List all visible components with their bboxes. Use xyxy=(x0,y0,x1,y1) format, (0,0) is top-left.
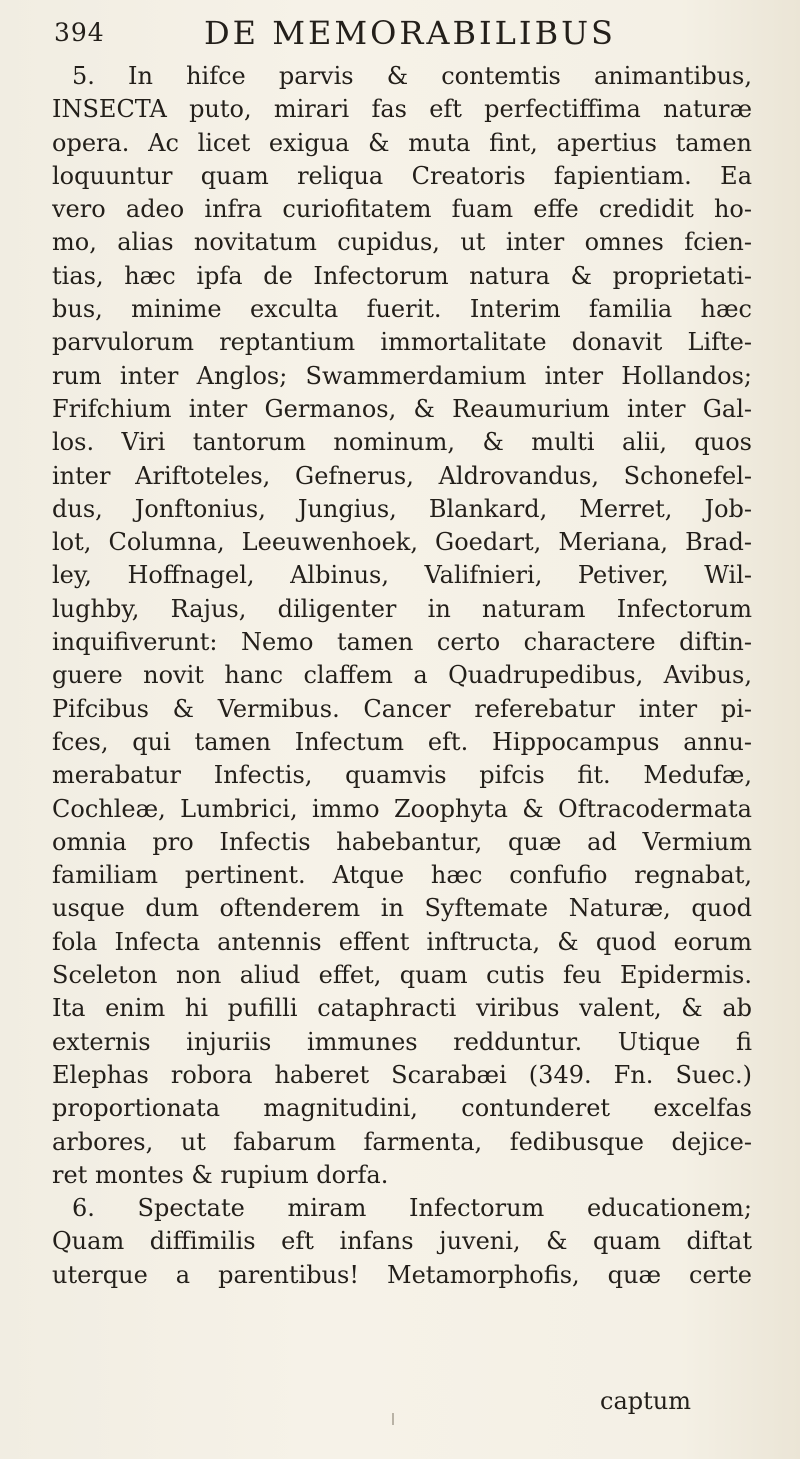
text-line: Quam diffimilis eft infans juveni, & quam diftat xyxy=(52,1227,752,1256)
text-line: loquuntur quam reliqua Creatoris fapientiam. Ea xyxy=(52,161,752,190)
paper-speck xyxy=(392,1413,394,1425)
page-header xyxy=(54,14,754,58)
text-line: 5. In hifce parvis & contemtis animantibus, xyxy=(72,62,752,90)
text-line: opera. Ac licet exigua & muta fint, apertius tamen xyxy=(52,128,752,157)
text-line: fces, qui tamen Infectum eft. Hippocampus annu- xyxy=(52,727,752,756)
text-line: los. Viri tantorum nominum, & multi alii, quos xyxy=(52,428,752,457)
text-line: Elephas robora haberet Scarabæi (349. Fn. Suec.) xyxy=(52,1060,752,1089)
text-line: usque dum oftenderem in Syftemate Naturæ, quod xyxy=(52,894,752,923)
text-line: bus, minime exculta fuerit. Interim familia hæc xyxy=(52,295,752,324)
text-line: omnia pro Infectis habebantur, quæ ad Vermium xyxy=(52,827,752,856)
text-line: proportionata magnitudini, contunderet excelfas xyxy=(52,1094,752,1123)
text-line: Cochleæ, Lumbrici, immo Zoophyta & Oftracodermata xyxy=(52,794,752,823)
body-text xyxy=(52,60,752,1292)
text-line: Sceleton non aliud effet, quam cutis feu Epidermis. xyxy=(52,961,752,990)
text-line: externis injuriis immunes redduntur. Utique fi xyxy=(52,1027,752,1056)
page-number: 394 xyxy=(54,18,105,47)
text-line: mo, alias novitatum cupidus, ut inter omnes fcien- xyxy=(52,228,752,257)
text-line: Pifcibus & Vermibus. Cancer referebatur inter pi- xyxy=(52,694,752,723)
text-line: INSECTA puto, mirari fas eft perfectiffima naturæ xyxy=(52,95,752,124)
catchword: captum xyxy=(600,1387,691,1415)
text-line: parvulorum reptantium immortalitate donavit Lifte- xyxy=(52,328,752,357)
text-line: lot, Columna, Leeuwenhoek, Goedart, Meriana, Brad- xyxy=(52,528,752,557)
text-line: ret montes & rupium dorfa. xyxy=(52,1160,389,1189)
text-line: vero adeo infra curiofitatem fuam effe credidit ho- xyxy=(52,195,752,224)
text-line: inquifiverunt: Nemo tamen certo charactere diftin- xyxy=(52,628,752,657)
text-line: Ita enim hi pufilli cataphracti viribus valent, & ab xyxy=(52,994,752,1023)
text-line: guere novit hanc claffem a Quadrupedibus, Avibus, xyxy=(52,661,752,690)
text-line: dus, Jonftonius, Jungius, Blankard, Merret, Job- xyxy=(52,494,752,523)
text-line: uterque a parentibus! Metamorphofis, quæ certe xyxy=(52,1260,752,1289)
text-line: familiam pertinent. Atque hæc confufio regnabat, xyxy=(52,861,752,890)
text-line: merabatur Infectis, quamvis pifcis fit. Medufæ, xyxy=(52,761,752,790)
text-line: inter Ariftoteles, Gefnerus, Aldrovandus, Schonefel- xyxy=(52,461,752,490)
text-line: fola Infecta antennis effent inftructa, & quod eorum xyxy=(52,927,752,956)
text-line: lughby, Rajus, diligenter in naturam Infectorum xyxy=(52,594,752,623)
text-line: ley, Hoffnagel, Albinus, Valifnieri, Petiver, Wil- xyxy=(52,561,752,590)
running-head: DE MEMORABILIBUS xyxy=(204,14,616,52)
text-line: Frifchium inter Germanos, & Reaumurium inter Gal- xyxy=(52,394,752,423)
text-line: rum inter Anglos; Swammerdamium inter Hollandos; xyxy=(52,361,752,390)
text-line: 6. Spectate miram Infectorum educationem; xyxy=(72,1194,752,1223)
text-line: arbores, ut fabarum farmenta, fedibusque dejice- xyxy=(52,1127,752,1156)
text-line: tias, hæc ipfa de Infectorum natura & proprietati- xyxy=(52,261,752,290)
